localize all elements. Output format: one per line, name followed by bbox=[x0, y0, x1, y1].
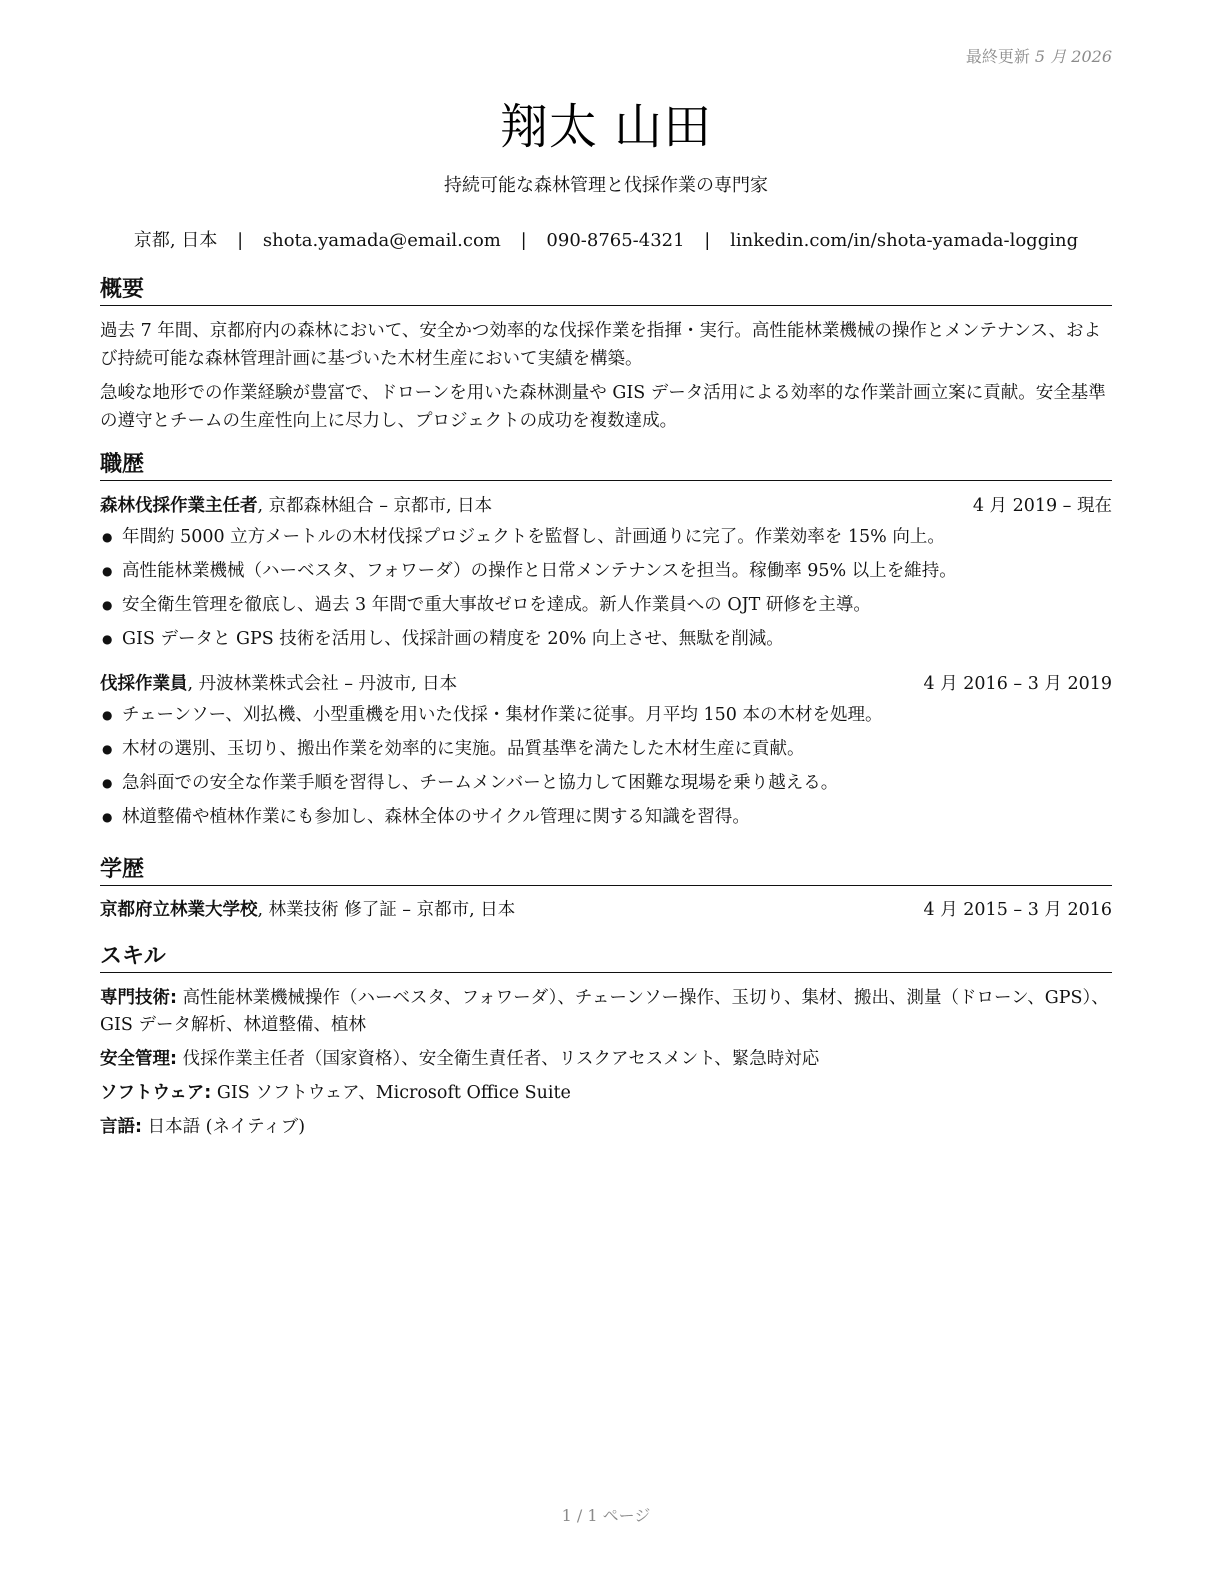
job-org: , 京都森林組合 – 京都市, 日本 bbox=[257, 496, 493, 516]
job-entry bbox=[100, 670, 1112, 834]
summary-paragraph: 急峻な地形での作業経験が豊富で、ドローンを用いた森林測量や GIS データ活用による効率的な作業計画立案に貢献。安全基準の遵守とチームの生産性向上に尽力し、プロジェクトの成功を複数達成。 bbox=[100, 383, 1106, 431]
job-header bbox=[100, 670, 1112, 698]
summary-section bbox=[100, 276, 1112, 435]
experience-section bbox=[100, 451, 1112, 834]
candidate-name: 翔太 山田 bbox=[499, 99, 713, 155]
job-org: , 丹波林業株式会社 – 丹波市, 日本 bbox=[187, 674, 458, 694]
job-bullet: ● GIS データと GPS 技術を活用し、伐採計画の精度を 20% 向上させ、無駄を削減。 bbox=[100, 622, 1112, 656]
skill-label: 言語: bbox=[100, 1117, 142, 1137]
skill-label: 安全管理: bbox=[100, 1049, 177, 1069]
section-title-summary: 概要 bbox=[100, 276, 1112, 306]
resume-page bbox=[100, 0, 1112, 1584]
section-title-experience: 職歴 bbox=[100, 451, 1112, 481]
education-dates: 4 月 2015 – 3 月 2016 bbox=[923, 900, 1112, 920]
contact-phone: 090-8765-4321 bbox=[546, 230, 685, 251]
skill-item bbox=[100, 1114, 1112, 1141]
job-bullet: ● 年間約 5000 立方メートルの木材伐採プロジェクトを監督し、計画通りに完了。作業効率を 15% 向上。 bbox=[100, 520, 1112, 554]
section-title-education: 学歴 bbox=[100, 856, 1112, 886]
contact-location: 京都, 日本 bbox=[133, 230, 218, 251]
skills-section bbox=[100, 943, 1112, 1148]
last-updated bbox=[966, 44, 1112, 67]
skill-label: 専門技術: bbox=[100, 988, 177, 1008]
job-bullet: ● 高性能林業機械（ハーベスタ、フォワーダ）の操作と日常メンテナンスを担当。稼働率 95% 以上を維持。 bbox=[100, 554, 1112, 588]
job-bullet: ● 林道整備や植林作業にも参加し、森林全体のサイクル管理に関する知識を習得。 bbox=[100, 800, 1112, 834]
section-title-skills: スキル bbox=[100, 943, 1112, 973]
last-updated-prefix: 最終更新 bbox=[965, 47, 1030, 66]
education-detail: , 林業技術 修了証 – 京都市, 日本 bbox=[257, 900, 516, 920]
job-bullets bbox=[100, 520, 1112, 656]
skill-value: 日本語 (ネイティブ) bbox=[142, 1117, 306, 1137]
skill-item bbox=[100, 1080, 1112, 1107]
last-updated-date: 5 月 2026 bbox=[1034, 47, 1112, 66]
contact-separator: | bbox=[704, 230, 711, 251]
page-number: 1 / 1 ページ bbox=[561, 1506, 651, 1525]
skill-item bbox=[100, 1046, 1112, 1073]
skill-label: ソフトウェア: bbox=[100, 1083, 212, 1103]
contact-separator: | bbox=[237, 230, 244, 251]
skills-list bbox=[100, 985, 1112, 1141]
job-entry bbox=[100, 492, 1112, 656]
job-bullet: ● 安全衛生管理を徹底し、過去 3 年間で重大事故ゼロを達成。新人作業員への OJT 研修を主導。 bbox=[100, 588, 1112, 622]
job-bullets bbox=[100, 698, 1112, 834]
contact-line bbox=[100, 226, 1112, 252]
job-bullet: ● 木材の選別、玉切り、搬出作業を効率的に実施。品質基準を満たした木材生産に貢献。 bbox=[100, 732, 1112, 766]
skill-value: 高性能林業機械操作（ハーベスタ、フォワーダ）、チェーンソー操作、玉切り、集材、搬出、測量（ドローン、GPS）、GIS データ解析、林道整備、植林 bbox=[100, 988, 1109, 1035]
job-dates: 4 月 2019 – 現在 bbox=[972, 496, 1112, 516]
job-header bbox=[100, 492, 1112, 520]
education-entry bbox=[100, 896, 1112, 924]
job-dates: 4 月 2016 – 3 月 2019 bbox=[923, 674, 1112, 694]
contact-linkedin[interactable]: linkedin.com/in/shota-yamada-logging bbox=[730, 230, 1079, 251]
job-role: 伐採作業員 bbox=[100, 674, 188, 694]
summary-paragraph: 過去 7 年間、京都府内の森林において、安全かつ効率的な伐採作業を指揮・実行。高性能林業機械の操作とメンテナンス、および持続可能な森林管理計画に基づいた木材生産において実績を構築。 bbox=[100, 321, 1102, 369]
skill-item bbox=[100, 985, 1112, 1039]
job-bullet: ● チェーンソー、刈払機、小型重機を用いた伐採・集材作業に従事。月平均 150 本の木材を処理。 bbox=[100, 698, 1112, 732]
skill-value: GIS ソフトウェア、Microsoft Office Suite bbox=[211, 1083, 571, 1103]
tagline: 持続可能な森林管理と伐採作業の専門家 bbox=[444, 175, 768, 196]
education-school: 京都府立林業大学校 bbox=[100, 900, 258, 920]
contact-email[interactable]: shota.yamada@email.com bbox=[262, 230, 501, 251]
education-section bbox=[100, 856, 1112, 924]
job-role: 森林伐採作業主任者 bbox=[100, 496, 258, 516]
contact-separator: | bbox=[520, 230, 527, 251]
job-bullet: ● 急斜面での安全な作業手順を習得し、チームメンバーと協力して困難な現場を乗り越える。 bbox=[100, 766, 1112, 800]
skill-value: 伐採作業主任者（国家資格）、安全衛生責任者、リスクアセスメント、緊急時対応 bbox=[177, 1049, 820, 1069]
